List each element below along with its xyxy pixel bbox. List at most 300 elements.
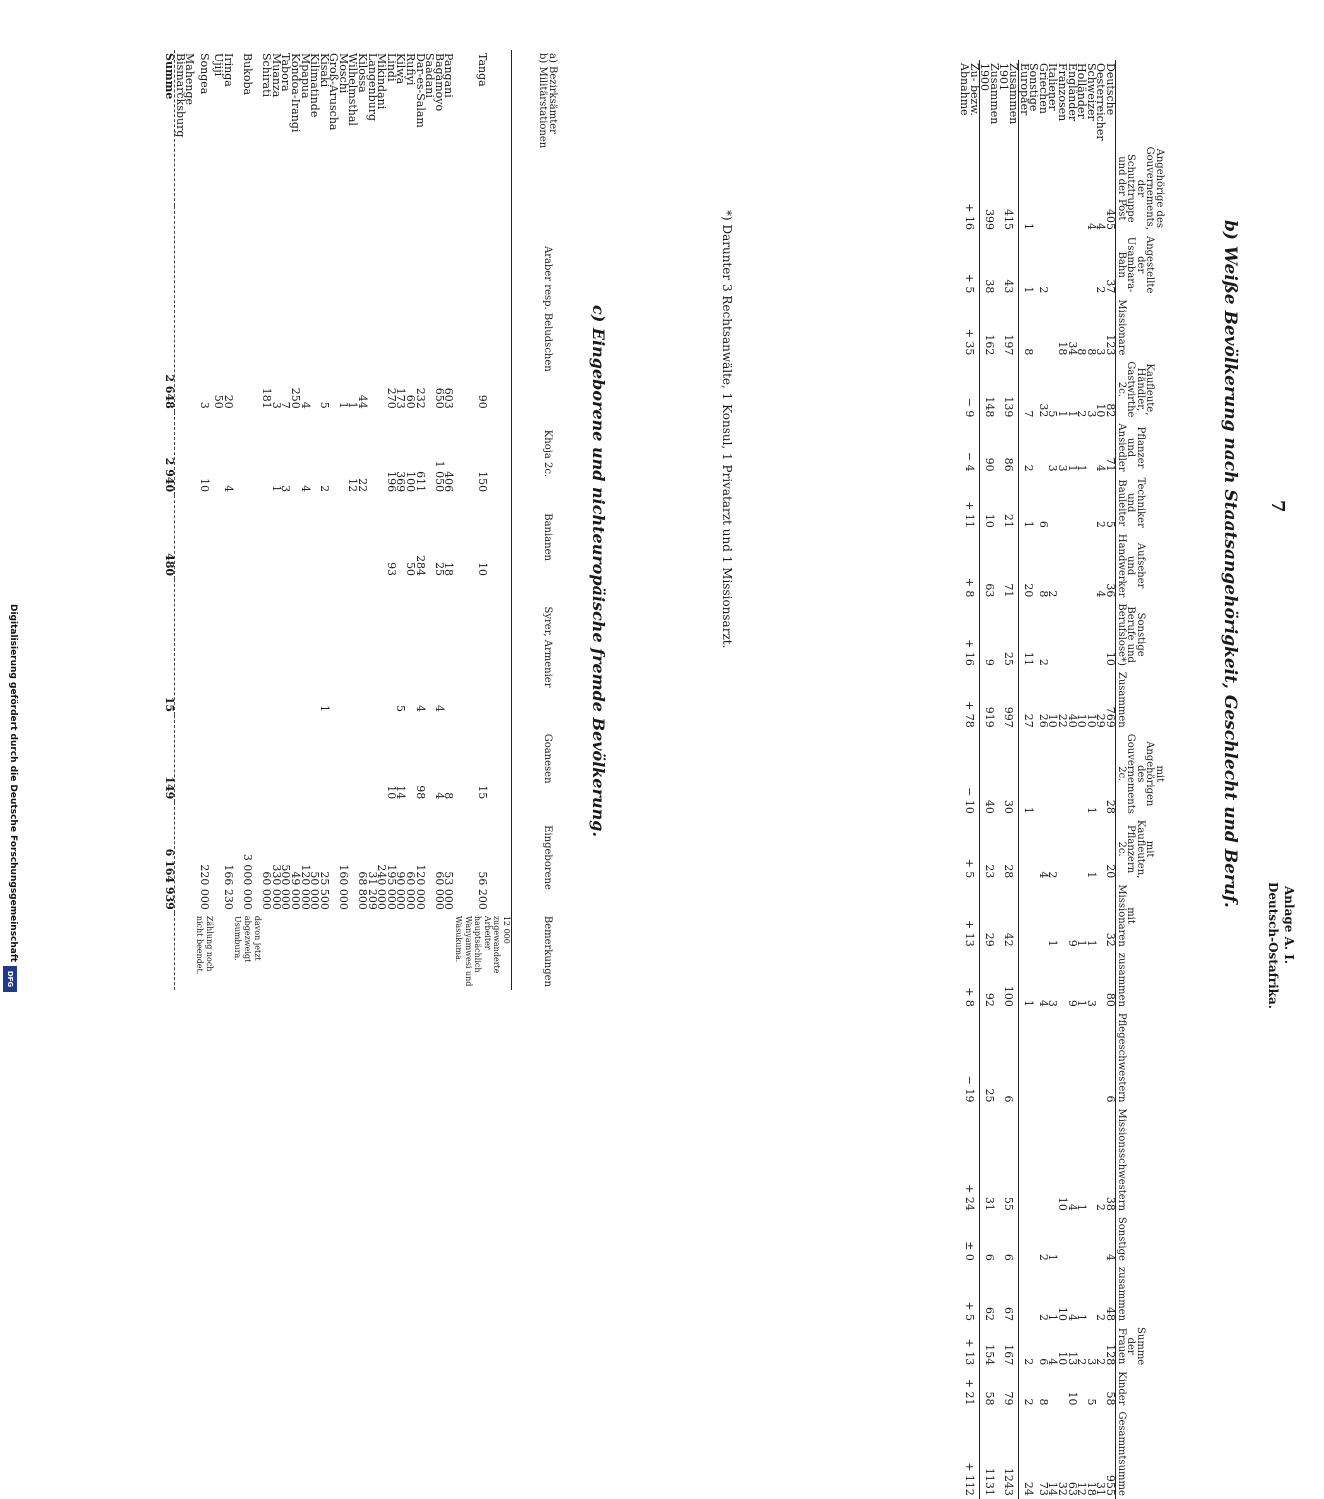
table-body	[960, 60, 1116, 1499]
table-cell	[1048, 1105, 1058, 1213]
column-header: Techniker und Bauleiter	[1116, 475, 1213, 531]
table-cell	[1086, 1214, 1096, 1264]
table-cell	[310, 579, 320, 715]
table-cell	[1019, 1010, 1039, 1106]
table-cell: 3	[279, 485, 293, 493]
table-row	[1077, 60, 1087, 1499]
digitization-credit	[0, 0, 24, 1000]
table-cell: 1	[1075, 999, 1089, 1007]
table-cell	[281, 495, 291, 579]
table-cell	[358, 495, 368, 579]
table-cell: 1	[1075, 939, 1089, 947]
column-header: Pflanzer und Ansiedler	[1116, 420, 1213, 474]
table-cell: 1	[1075, 1314, 1089, 1322]
table-cell: 30	[999, 731, 1019, 817]
table-cell	[444, 579, 454, 715]
table-cell: 162	[983, 334, 997, 356]
header-cell	[1116, 60, 1213, 144]
table-cell: 1	[1022, 222, 1036, 230]
column-header: Aufseher und Handwerker	[1116, 531, 1213, 601]
table-cell: 29	[1094, 713, 1108, 728]
remark-cell	[367, 913, 377, 990]
remark-cell	[319, 913, 329, 990]
table-cell	[1096, 1214, 1106, 1264]
table-cell	[1057, 1214, 1067, 1264]
remark-cell: davon jetzt abgezweigt Usumbura.	[233, 915, 262, 963]
row-label: Kondoa-Irangi	[288, 53, 302, 133]
table-cell: 2	[1036, 658, 1050, 666]
row-label: Iringa	[221, 53, 235, 87]
table-cell	[223, 579, 233, 715]
row-label: Muanza	[269, 53, 283, 98]
table-cell: 7	[279, 401, 293, 409]
table-cell	[1057, 1010, 1067, 1106]
table-cell	[175, 715, 185, 802]
table-cell: 24	[1022, 1481, 1036, 1496]
table-cell: 90 000	[394, 871, 408, 910]
table-cell: 2	[1036, 1314, 1050, 1322]
table-cell: 53 000	[442, 871, 456, 910]
table-cell: 90	[476, 394, 490, 409]
table-cell: 49 000	[288, 871, 302, 910]
table-cell: 18	[1084, 1481, 1098, 1496]
table-cell: 13	[1065, 1351, 1079, 1366]
remark-cell	[396, 913, 406, 990]
row-label: Kisaki	[317, 53, 331, 88]
table-cell: 34	[1065, 341, 1079, 356]
table-cell: 37	[1104, 279, 1117, 294]
table-cell: 769	[1104, 706, 1117, 728]
table-cell: 14	[1046, 1481, 1060, 1496]
table-cell: + 16	[960, 600, 980, 669]
table-cell: 8	[1084, 348, 1098, 356]
table-cell: 15	[476, 785, 490, 800]
table-cell: 26	[1036, 713, 1050, 728]
table-row	[262, 50, 272, 990]
table-cell: 1	[1084, 939, 1098, 947]
table-cell: 100	[999, 950, 1019, 1010]
table-cell	[1019, 1105, 1039, 1213]
table-row	[999, 60, 1019, 1499]
table-cell: + 13	[960, 881, 980, 949]
table-row	[444, 50, 454, 990]
table-cell	[175, 412, 185, 495]
table-cell: 18	[442, 562, 456, 577]
table-cell	[194, 715, 213, 802]
table-cell: 10	[1094, 403, 1108, 418]
white-population-table	[960, 60, 1213, 1499]
table-cell	[262, 715, 272, 802]
table-cell: 9	[983, 658, 997, 666]
table-cell	[1077, 233, 1087, 296]
table-cell: − 4	[960, 420, 980, 474]
table-cell	[1077, 1010, 1087, 1106]
table-header-row	[1116, 60, 1213, 1499]
table-row	[175, 50, 185, 990]
table-cell: + 5	[960, 1264, 980, 1324]
remark-cell	[348, 913, 358, 990]
table-cell	[1086, 1264, 1096, 1324]
row-label: Lindi	[384, 53, 398, 82]
table-cell	[1057, 144, 1067, 233]
table-cell: 60	[404, 394, 418, 409]
table-cell: 31 209	[365, 871, 379, 910]
table-cell	[214, 715, 224, 802]
table-cell: 25	[999, 600, 1019, 669]
row-label: Bismarcksburg	[173, 53, 187, 138]
table-cell: 232	[413, 387, 427, 409]
table-cell: 1	[1046, 1314, 1060, 1322]
row-label: Mpapua	[298, 53, 312, 99]
table-cell: 5	[1046, 410, 1060, 418]
table-cell: 31	[983, 1196, 997, 1211]
table-cell: 79	[999, 1368, 1019, 1408]
table-cell	[175, 579, 185, 715]
row-label: Ujiji	[212, 53, 226, 77]
table-cell: 9	[1065, 999, 1079, 1007]
remark-cell	[290, 913, 300, 990]
table-cell: 60 000	[260, 871, 274, 910]
page-number: 7	[1267, 500, 1288, 513]
table-cell: 10	[476, 562, 490, 577]
table-cell: 12	[346, 478, 360, 493]
remark-cell	[165, 913, 175, 990]
table-cell: 1	[1022, 520, 1036, 528]
table-cell	[377, 579, 387, 715]
table-cell: 997	[999, 669, 1019, 731]
logo-text: DFG	[6, 970, 14, 988]
table-cell	[367, 206, 377, 412]
table-cell: + 21	[960, 1368, 980, 1408]
region-label: Deutsch-Ostafrika.	[1266, 882, 1280, 1009]
table-row	[405, 50, 415, 990]
table-cell: 2	[1094, 286, 1108, 294]
annex-label: Anlage A. I.	[1282, 886, 1296, 965]
native-population-table	[165, 50, 582, 990]
table-cell	[233, 495, 262, 579]
table-cell: 167	[999, 1324, 1019, 1368]
table-cell: 1	[1046, 939, 1060, 947]
table-cell: 6 164 939	[165, 802, 175, 913]
table-cell: 14	[394, 785, 408, 800]
table-cell: 139	[999, 358, 1019, 420]
table-cell: 10	[983, 513, 997, 528]
table-cell: 86	[999, 420, 1019, 474]
table-cell: 8	[442, 792, 456, 800]
table-cell	[290, 495, 300, 579]
table-cell	[338, 495, 348, 579]
table-cell: 2 940	[165, 412, 175, 495]
table-cell: + 5	[960, 817, 980, 881]
remark-cell: 12 000 zugewanderte Arbeiter hauptsächlich Wanyamwesi und Wasukuma.	[454, 915, 511, 987]
table-cell: − 10	[960, 731, 980, 817]
column-header: Araber resp. Beludschen	[512, 206, 583, 412]
table-cell: 44	[356, 394, 370, 409]
table-cell: 500 000	[279, 864, 293, 910]
table-cell: 4	[298, 401, 312, 409]
table-cell: 71	[999, 531, 1019, 601]
column-header: Bemerkungen	[512, 913, 583, 990]
row-label: Songea	[197, 53, 211, 95]
table-cell	[1019, 881, 1039, 949]
table-cell	[1077, 1368, 1087, 1408]
row-label: Pangani	[442, 53, 456, 98]
table-cell: 62	[983, 1307, 997, 1322]
table-cell: 250	[288, 387, 302, 409]
table-cell: 6	[1036, 520, 1050, 528]
table-cell: − 9	[960, 358, 980, 420]
column-header: Kaufleute, Händler, Gastwirthe 2c.	[1116, 358, 1213, 420]
table-row	[1105, 60, 1115, 1499]
table-cell: 8	[1022, 348, 1036, 356]
table-cell	[233, 206, 262, 412]
table-cell: 195 000	[384, 864, 398, 910]
table-cell	[1067, 475, 1077, 531]
table-row	[1067, 60, 1077, 1499]
row-label: Oesterreicher	[1094, 63, 1108, 141]
table-cell: 55	[999, 1105, 1019, 1213]
table-cell: 40	[1065, 713, 1079, 728]
table-cell	[425, 206, 435, 412]
table-cell: 197	[999, 296, 1019, 358]
remark-cell	[310, 913, 320, 990]
table-cell: 10	[197, 478, 211, 493]
table-cell: 48	[1104, 1307, 1117, 1322]
table-cell	[262, 412, 272, 495]
table-cell: 4	[1036, 999, 1050, 1007]
table-cell: 10	[1056, 1351, 1070, 1366]
dfg-logo	[3, 966, 17, 992]
table-cell	[233, 579, 262, 715]
table-cell: 50	[212, 394, 226, 409]
table-cell: 1131	[983, 1467, 997, 1496]
table-cell	[1019, 1264, 1039, 1324]
column-header: Sonstige	[1116, 1214, 1213, 1264]
remark-cell	[444, 913, 454, 990]
table-cell: 12	[1075, 1481, 1089, 1496]
row-label: Bukoba	[240, 53, 254, 96]
remark-cell	[338, 913, 348, 990]
table-cell	[175, 495, 185, 579]
table-cell	[1067, 731, 1077, 817]
table-cell: 42	[999, 881, 1019, 949]
table-cell: 1	[1075, 1203, 1089, 1211]
table-row	[185, 50, 195, 990]
table-cell	[1038, 296, 1048, 358]
table-cell: 480	[165, 495, 175, 579]
table-cell	[1057, 1368, 1067, 1408]
table-cell: 36	[1104, 583, 1117, 598]
table-cell: 56 200	[476, 871, 490, 910]
table-cell: + 78	[960, 669, 980, 731]
column-header: Sonstige Berufe und Berufslose*)	[1116, 600, 1213, 669]
table-cell: 2	[1022, 1398, 1036, 1406]
table-cell: 93	[384, 562, 398, 577]
table-row	[377, 50, 387, 990]
table-cell: ± 0	[960, 1214, 980, 1264]
table-cell: 10	[1084, 713, 1098, 728]
table-cell: 29	[983, 932, 997, 947]
table-cell	[338, 579, 348, 715]
row-label: Engländer	[1065, 63, 1079, 122]
remark-cell	[425, 913, 435, 990]
table-cell: 21	[999, 475, 1019, 531]
column-header: Pflegeschwestern	[1116, 1010, 1213, 1106]
column-header: mit Angehörigen des Gouvernements 2c.	[1116, 731, 1213, 817]
table-cell: 1	[1022, 286, 1036, 294]
table-cell: 71	[1104, 457, 1117, 472]
table-cell	[329, 495, 339, 579]
table-cell	[367, 579, 377, 715]
table-cell: 220 000	[197, 864, 211, 910]
table-cell	[329, 715, 339, 802]
table-cell	[1048, 1368, 1058, 1408]
table-cell: 1	[317, 705, 331, 712]
row-label: Saadani	[423, 53, 437, 98]
table-cell: 18	[1056, 341, 1070, 356]
table-cell	[1057, 950, 1067, 1010]
table-cell: 10	[1056, 1307, 1070, 1322]
table-cell: 2	[1046, 871, 1060, 879]
table-cell	[233, 715, 262, 802]
table-cell: 32	[1036, 403, 1050, 418]
table-cell	[358, 579, 368, 715]
table-cell: 63	[983, 583, 997, 598]
credit-text: Digitalisierung gefördert durch die Deutsche Forschungsgemeinschaft	[8, 604, 18, 963]
table-cell: 8	[1075, 348, 1089, 356]
remark-cell	[185, 913, 195, 990]
row-label: Groß-Aruscha	[327, 53, 341, 131]
table-cell: 43	[999, 233, 1019, 296]
table-cell	[223, 495, 233, 579]
table-cell: 1	[1065, 464, 1079, 472]
table-cell	[1038, 1105, 1048, 1213]
table-cell	[319, 715, 329, 802]
table-cell: 406	[442, 471, 456, 493]
table-cell: 15	[165, 579, 175, 715]
table-cell	[1057, 600, 1067, 669]
table-cell	[386, 579, 396, 715]
table-cell	[1077, 475, 1087, 531]
table-cell: 4	[1065, 1203, 1079, 1211]
table-cell: 1	[269, 485, 283, 493]
table-cell	[271, 715, 281, 802]
table-cell: 2	[317, 485, 331, 493]
table-row	[415, 50, 425, 990]
table-cell	[271, 579, 281, 715]
table-cell	[329, 206, 339, 412]
table-cell	[1077, 731, 1087, 817]
table-cell: 284	[413, 555, 427, 577]
table-cell: 20	[221, 394, 235, 409]
table-row	[348, 50, 358, 990]
table-cell	[185, 715, 195, 802]
row-label: Schweizer	[1084, 63, 1098, 121]
row-label: Zu- bezw. Abnahme	[960, 60, 980, 144]
table-cell: 90	[983, 457, 997, 472]
section-b-title: b) Weiße Bevölkerung nach Staatsangehörigkeit, Geschlecht und Beruf.	[1220, 220, 1240, 908]
table-row	[386, 50, 396, 990]
table-cell: 3	[269, 401, 283, 409]
row-label: Tabora	[279, 53, 293, 92]
table-cell	[1038, 731, 1048, 817]
table-cell: 11	[1022, 651, 1036, 666]
table-cell	[194, 579, 213, 715]
table-cell: 3	[1084, 999, 1098, 1007]
table-cell: 80	[1104, 992, 1117, 1007]
table-cell: 28	[1104, 799, 1117, 814]
row-label: Zusammen 1900	[978, 63, 1001, 125]
table-cell	[405, 579, 415, 715]
table-cell: 5	[394, 705, 408, 712]
table-cell: 60 000	[432, 871, 446, 910]
table-cell: 1	[1056, 410, 1070, 418]
table-cell: 2	[1094, 1358, 1108, 1366]
table-cell	[1067, 144, 1077, 233]
table-cell	[185, 206, 195, 412]
remark-cell	[434, 913, 444, 990]
table-cell	[1077, 600, 1087, 669]
table-cell: 22	[356, 478, 370, 493]
table-cell	[348, 715, 358, 802]
column-header: Banianen	[512, 495, 583, 579]
sum-row	[165, 50, 175, 990]
table-cell: 23	[983, 864, 997, 879]
table-cell	[1057, 731, 1067, 817]
column-header: Missionsschwestern	[1116, 1105, 1213, 1213]
table-cell	[271, 495, 281, 579]
table-cell: 82	[1104, 403, 1117, 418]
table-cell: 173	[394, 387, 408, 409]
table-row	[338, 50, 348, 990]
table-cell: 1	[1084, 871, 1098, 879]
table-cell	[300, 495, 310, 579]
table-cell	[1048, 731, 1058, 817]
head-left-a: a) Bezirksämter	[546, 53, 558, 134]
table-cell: 6	[983, 1253, 997, 1261]
row-label: Dar-es-Salam	[413, 53, 427, 128]
table-cell	[377, 206, 387, 412]
table-cell: 63	[1065, 1481, 1079, 1496]
table-cell: 415	[999, 144, 1019, 233]
remark-cell	[271, 913, 281, 990]
table-cell: 166 230	[221, 864, 235, 910]
table-cell: 27	[1022, 713, 1036, 728]
table-cell	[185, 579, 195, 715]
table-cell: + 11	[960, 475, 980, 531]
column-header: Missionare	[1116, 296, 1213, 358]
table-row	[434, 50, 444, 990]
table-cell	[1096, 1010, 1106, 1106]
table-cell: 58	[1104, 1391, 1117, 1406]
table-cell	[453, 579, 511, 715]
table-cell: 120 000	[413, 864, 427, 910]
table-cell: 1	[1022, 806, 1036, 814]
table-cell: 40	[983, 799, 997, 814]
table-cell	[425, 579, 435, 715]
table-cell: 6	[999, 1010, 1019, 1106]
table-cell	[348, 579, 358, 715]
table-cell: 2	[1036, 286, 1050, 294]
row-label: Tanga	[476, 53, 490, 87]
table-cell: 405	[1104, 208, 1117, 230]
table-row	[223, 50, 233, 990]
table-cell	[1096, 950, 1106, 1010]
table-cell: 919	[983, 706, 997, 728]
table-cell: 149	[165, 715, 175, 802]
table-row	[214, 50, 224, 990]
table-row	[194, 50, 213, 990]
